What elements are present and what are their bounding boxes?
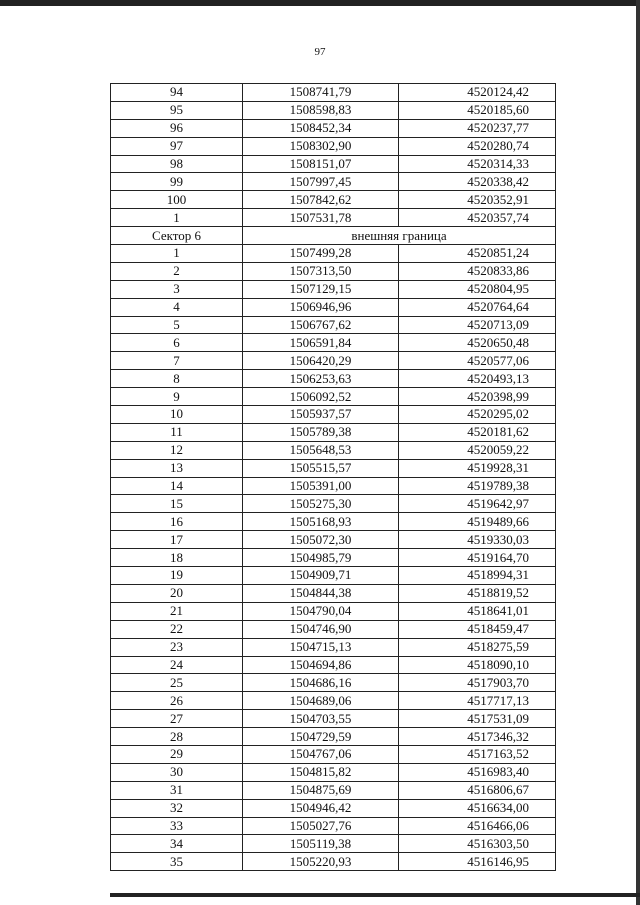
scan-border-bottom	[110, 893, 640, 897]
y-coordinate: 4520851,24	[399, 245, 556, 263]
x-coordinate: 1508151,07	[243, 155, 399, 173]
point-number: 1	[111, 245, 243, 263]
table-row	[111, 549, 556, 567]
table-row	[111, 692, 556, 710]
point-number: 29	[111, 745, 243, 763]
y-coordinate: 4516146,95	[399, 853, 556, 871]
y-coordinate: 4520181,62	[399, 423, 556, 441]
scan-border-top	[0, 0, 640, 6]
x-coordinate: 1506420,29	[243, 352, 399, 370]
point-number: 13	[111, 459, 243, 477]
y-coordinate: 4520124,42	[399, 84, 556, 102]
point-number: 30	[111, 763, 243, 781]
x-coordinate: 1504746,90	[243, 620, 399, 638]
x-coordinate: 1504909,71	[243, 567, 399, 585]
x-coordinate: 1504694,86	[243, 656, 399, 674]
x-coordinate: 1505119,38	[243, 835, 399, 853]
point-number: 99	[111, 173, 243, 191]
table-row	[111, 602, 556, 620]
x-coordinate: 1507499,28	[243, 245, 399, 263]
x-coordinate: 1505072,30	[243, 531, 399, 549]
page-number: 97	[314, 46, 326, 58]
point-number: 1	[111, 209, 243, 227]
y-coordinate: 4520398,99	[399, 388, 556, 406]
table-row	[111, 388, 556, 406]
y-coordinate: 4519164,70	[399, 549, 556, 567]
x-coordinate: 1505789,38	[243, 423, 399, 441]
point-number: 19	[111, 567, 243, 585]
point-number: 28	[111, 728, 243, 746]
table-row	[111, 620, 556, 638]
y-coordinate: 4517531,09	[399, 710, 556, 728]
table-row	[111, 567, 556, 585]
table-row	[111, 84, 556, 102]
y-coordinate: 4520713,09	[399, 316, 556, 334]
y-coordinate: 4519330,03	[399, 531, 556, 549]
y-coordinate: 4519489,66	[399, 513, 556, 531]
table-row	[111, 763, 556, 781]
x-coordinate: 1505275,30	[243, 495, 399, 513]
point-number: 12	[111, 441, 243, 459]
x-coordinate: 1506092,52	[243, 388, 399, 406]
y-coordinate: 4520352,91	[399, 191, 556, 209]
x-coordinate: 1504985,79	[243, 549, 399, 567]
x-coordinate: 1504875,69	[243, 781, 399, 799]
point-number: 27	[111, 710, 243, 728]
x-coordinate: 1504767,06	[243, 745, 399, 763]
sector-row	[111, 227, 556, 245]
x-coordinate: 1507997,45	[243, 173, 399, 191]
point-number: 14	[111, 477, 243, 495]
table-row	[111, 441, 556, 459]
y-coordinate: 4517717,13	[399, 692, 556, 710]
table-row	[111, 245, 556, 263]
table-row	[111, 101, 556, 119]
x-coordinate: 1507531,78	[243, 209, 399, 227]
y-coordinate: 4516466,06	[399, 817, 556, 835]
point-number: 94	[111, 84, 243, 102]
table-row	[111, 781, 556, 799]
coordinates-table-top	[111, 84, 556, 227]
y-coordinate: 4517346,32	[399, 728, 556, 746]
sector-label: Сектор 6	[111, 227, 243, 245]
y-coordinate: 4518994,31	[399, 567, 556, 585]
point-number: 11	[111, 423, 243, 441]
point-number: 3	[111, 280, 243, 298]
x-coordinate: 1504686,16	[243, 674, 399, 692]
point-number: 23	[111, 638, 243, 656]
x-coordinate: 1504790,04	[243, 602, 399, 620]
scan-border-right	[636, 0, 640, 905]
point-number: 97	[111, 137, 243, 155]
x-coordinate: 1504715,13	[243, 638, 399, 656]
y-coordinate: 4520804,95	[399, 280, 556, 298]
x-coordinate: 1505220,93	[243, 853, 399, 871]
y-coordinate: 4519789,38	[399, 477, 556, 495]
table-row	[111, 298, 556, 316]
y-coordinate: 4519928,31	[399, 459, 556, 477]
x-coordinate: 1505391,00	[243, 477, 399, 495]
y-coordinate: 4520314,33	[399, 155, 556, 173]
table-row	[111, 191, 556, 209]
y-coordinate: 4516303,50	[399, 835, 556, 853]
y-coordinate: 4520237,77	[399, 119, 556, 137]
table-row	[111, 745, 556, 763]
y-coordinate: 4520577,06	[399, 352, 556, 370]
point-number: 35	[111, 853, 243, 871]
table-row	[111, 728, 556, 746]
point-number: 32	[111, 799, 243, 817]
point-number: 5	[111, 316, 243, 334]
point-number: 17	[111, 531, 243, 549]
table-row	[111, 370, 556, 388]
point-number: 8	[111, 370, 243, 388]
x-coordinate: 1505937,57	[243, 406, 399, 424]
x-coordinate: 1507129,15	[243, 280, 399, 298]
table-row	[111, 155, 556, 173]
x-coordinate: 1504703,55	[243, 710, 399, 728]
y-coordinate: 4520059,22	[399, 441, 556, 459]
table-row	[111, 531, 556, 549]
coordinates-table-bottom	[111, 245, 556, 871]
table-row	[111, 495, 556, 513]
x-coordinate: 1508598,83	[243, 101, 399, 119]
table-row	[111, 137, 556, 155]
table-row	[111, 280, 556, 298]
table-row	[111, 817, 556, 835]
table-row	[111, 406, 556, 424]
x-coordinate: 1506767,62	[243, 316, 399, 334]
point-number: 16	[111, 513, 243, 531]
y-coordinate: 4518641,01	[399, 602, 556, 620]
x-coordinate: 1504729,59	[243, 728, 399, 746]
y-coordinate: 4520833,86	[399, 262, 556, 280]
x-coordinate: 1505168,93	[243, 513, 399, 531]
table-row	[111, 316, 556, 334]
y-coordinate: 4517163,52	[399, 745, 556, 763]
point-number: 2	[111, 262, 243, 280]
x-coordinate: 1508452,34	[243, 119, 399, 137]
point-number: 9	[111, 388, 243, 406]
y-coordinate: 4517903,70	[399, 674, 556, 692]
point-number: 31	[111, 781, 243, 799]
point-number: 21	[111, 602, 243, 620]
y-coordinate: 4518275,59	[399, 638, 556, 656]
point-number: 34	[111, 835, 243, 853]
point-number: 98	[111, 155, 243, 173]
x-coordinate: 1504689,06	[243, 692, 399, 710]
point-number: 22	[111, 620, 243, 638]
point-number: 4	[111, 298, 243, 316]
x-coordinate: 1505515,57	[243, 459, 399, 477]
x-coordinate: 1504844,38	[243, 584, 399, 602]
table-row	[111, 459, 556, 477]
y-coordinate: 4516634,00	[399, 799, 556, 817]
y-coordinate: 4520185,60	[399, 101, 556, 119]
table-row	[111, 352, 556, 370]
x-coordinate: 1507313,50	[243, 262, 399, 280]
y-coordinate: 4520280,74	[399, 137, 556, 155]
x-coordinate: 1507842,62	[243, 191, 399, 209]
table-row	[111, 423, 556, 441]
table-row	[111, 638, 556, 656]
y-coordinate: 4520650,48	[399, 334, 556, 352]
y-coordinate: 4519642,97	[399, 495, 556, 513]
x-coordinate: 1505027,76	[243, 817, 399, 835]
sector-description: внешняя граница	[243, 227, 556, 245]
x-coordinate: 1504815,82	[243, 763, 399, 781]
x-coordinate: 1506253,63	[243, 370, 399, 388]
point-number: 33	[111, 817, 243, 835]
y-coordinate: 4520338,42	[399, 173, 556, 191]
point-number: 10	[111, 406, 243, 424]
point-number: 20	[111, 584, 243, 602]
x-coordinate: 1508302,90	[243, 137, 399, 155]
table-row	[111, 334, 556, 352]
y-coordinate: 4518459,47	[399, 620, 556, 638]
y-coordinate: 4520357,74	[399, 209, 556, 227]
table-row	[111, 656, 556, 674]
table-row	[111, 584, 556, 602]
sector-header	[111, 227, 556, 245]
x-coordinate: 1506946,96	[243, 298, 399, 316]
table-row	[111, 209, 556, 227]
table-row	[111, 799, 556, 817]
point-number: 100	[111, 191, 243, 209]
table-row	[111, 674, 556, 692]
point-number: 25	[111, 674, 243, 692]
coordinates-table	[110, 83, 556, 871]
point-number: 95	[111, 101, 243, 119]
y-coordinate: 4516806,67	[399, 781, 556, 799]
y-coordinate: 4520295,02	[399, 406, 556, 424]
table-row	[111, 477, 556, 495]
point-number: 15	[111, 495, 243, 513]
point-number: 6	[111, 334, 243, 352]
table-row	[111, 262, 556, 280]
y-coordinate: 4520764,64	[399, 298, 556, 316]
table-row	[111, 513, 556, 531]
table-row	[111, 835, 556, 853]
point-number: 18	[111, 549, 243, 567]
table-row	[111, 119, 556, 137]
y-coordinate: 4518819,52	[399, 584, 556, 602]
point-number: 24	[111, 656, 243, 674]
y-coordinate: 4518090,10	[399, 656, 556, 674]
point-number: 96	[111, 119, 243, 137]
x-coordinate: 1508741,79	[243, 84, 399, 102]
table-row	[111, 173, 556, 191]
table-row	[111, 710, 556, 728]
point-number: 26	[111, 692, 243, 710]
x-coordinate: 1506591,84	[243, 334, 399, 352]
table-row	[111, 853, 556, 871]
point-number: 7	[111, 352, 243, 370]
y-coordinate: 4520493,13	[399, 370, 556, 388]
x-coordinate: 1504946,42	[243, 799, 399, 817]
y-coordinate: 4516983,40	[399, 763, 556, 781]
x-coordinate: 1505648,53	[243, 441, 399, 459]
